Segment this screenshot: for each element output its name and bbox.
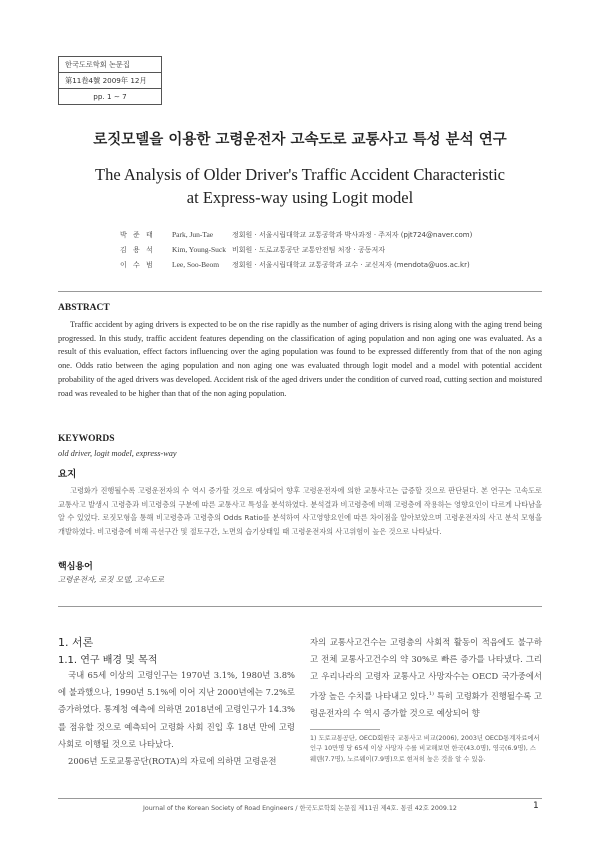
journal-volume: 第11卷4號 2009年 12月: [59, 73, 161, 89]
title-english: [0, 163, 600, 209]
paragraph-text: 자의 교통사고건수는 고령층의 사회적 활동이 적음에도 불구하고 전체 교통사고건수의 약 30%로 빠른 증가를 나타냈다. 그리고 우리나라의 고령자 교통사고 사망자수는 OECD 국가중에서 가장 높은 수치를 나타내고 있다.: [310, 637, 542, 701]
author-english-name: Kim, Young-Suck: [172, 245, 226, 254]
author-affiliation: 정회원 · 서울시립대학교 교통공학과 교수 · 교신저자 (mendota@uos.ac.kr): [232, 261, 470, 269]
abstract-body: Traffic accident by aging drivers is expected to be on the rise rapidly as the number of aging drivers is rising along with the aging trend being progressed. In this study, traffic accident features depending on the classification of aging population and non aging one was evaluated. As a result of this evaluation, effect factors influencing over the aging population was found to be expressed differently from that of the non aging one. Odds ratio between the aging population and non aging one was evaluated through logit model and a model with potential accident probability of the aged drivers was developed. Accident risk of the aged drivers under the condition of curved road, cutting section and moistured road was revealed to be higher than that of the non aging population.: [58, 320, 542, 398]
korean-abstract-body: 고령화가 진행될수록 고령운전자의 수 역시 증가할 것으로 예상되어 향후 고령운전자에 의한 교통사고는 급증할 것으로 판단된다. 본 연구는 고속도로 교통사고 발생시 고령층과 비고령층의 구분에 따른 교통사고 특성을 분석하였다. 분석결과 비고령층에 비해 고령층에 작용하는 영향요인이 다르게 나타남을 알 수 있었다. 로짓모형을 통해 비고령층과 고령층의 Odds Ratio를 분석하여 사고영향요인에 따른 차이점을 알아보았으며 고령운전자의 사고 분석 모형을 개발하였다. 비고령층에 비해 곡선구간 및 절토구간, 노면의 습기상태일 때 고령운전자의 사고위험이 높은 것으로 나타났다.: [58, 486, 542, 536]
divider: [58, 291, 542, 292]
footer-divider: [58, 798, 542, 799]
author-row: [120, 257, 472, 272]
korean-keywords-body: 고령운전자, 로짓 모델, 고속도로: [58, 575, 165, 584]
title-korean: 로짓모델을 이용한 고령운전자 고속도로 교통사고 특성 분석 연구: [93, 132, 507, 148]
keywords-body: old driver, logit model, express-way: [58, 449, 177, 458]
author-english-name: Lee, Soo-Beom: [172, 260, 220, 269]
paragraph-text: 특히 고령화가 진행될수록 고령운전자의 수 역시 증가할 것으로 예상되어 향: [310, 690, 543, 718]
subsection-heading: 1.1. 연구 배경 및 목적: [58, 655, 158, 666]
footnote: 1) 도로교통공단, OECD회원국 교통사고 비교(2006), 2003년 OECD통계자료에서 인구 10만명 당 65세 이상 사망자 수를 비교해보면 한국(43.0명), 영국(6.9명), 스웨덴(7.7명), 노르웨이(7.9명)으로 현저히 높은 것을 알 수 있음.: [310, 735, 540, 763]
left-column: [58, 667, 295, 770]
paragraph: 2006년 도로교통공단(ROTA)의 자료에 의하면 고령운전: [68, 756, 277, 767]
author-affiliation: 비회원 · 도로교통공단 교통안전팀 처장 · 공동저자: [232, 246, 386, 254]
section-heading: 1. 서론: [58, 636, 94, 649]
author-row: [120, 242, 472, 257]
footnote-divider: [310, 729, 380, 730]
paragraph: 국내 65세 이상의 고령인구는 1970년 3.1%, 1980년 3.8%에 불과했으나, 1990년 5.1%에 이어 지난 2000년에는 7.2%로 증가하였다. 통계청 예측에 의하면 2018년에 고령인구가 14.3%를 점유할 것으로 예측되어 고령화 사회 진입 후 18년 만에 고령사회로 이행될 것으로 나타났다.: [58, 670, 295, 749]
author-korean-name: 박 준 태: [120, 231, 155, 239]
author-korean-name: 이 수 범: [120, 261, 155, 269]
korean-abstract-heading: 요지: [58, 469, 77, 480]
author-english-name: Park, Jun-Tae: [172, 230, 214, 239]
journal-name: 한국도로학회 논문집: [59, 57, 161, 73]
footnote-ref: 1): [428, 690, 434, 697]
author-list: [120, 227, 472, 272]
right-column: [310, 634, 542, 722]
author-row: [120, 227, 472, 242]
footer-journal: Journal of the Korean Society of Road Engineers / 한국도로학회 논문집 제11권 제4호. 통권 42호 2009.12: [143, 805, 457, 812]
journal-pages: pp. 1 ∼ 7: [93, 92, 127, 101]
author-korean-name: 김 용 석: [120, 246, 155, 254]
page-number: 1: [533, 801, 539, 811]
title-english-line2: at Express-way using Logit model: [186, 188, 414, 207]
korean-keywords-heading: 핵심용어: [58, 562, 93, 572]
paragraph: [310, 634, 542, 722]
author-affiliation: 정회원 · 서울시립대학교 교통공학과 박사과정 · 주저자 (pjt724@naver.com): [232, 231, 473, 239]
keywords-heading: KEYWORDS: [58, 434, 115, 444]
journal-info-box: [58, 56, 162, 105]
divider: [58, 606, 542, 607]
title-english-line1: The Analysis of Older Driver's Traffic Accident Characteristic: [94, 165, 506, 184]
abstract-heading: ABSTRACT: [58, 303, 110, 313]
